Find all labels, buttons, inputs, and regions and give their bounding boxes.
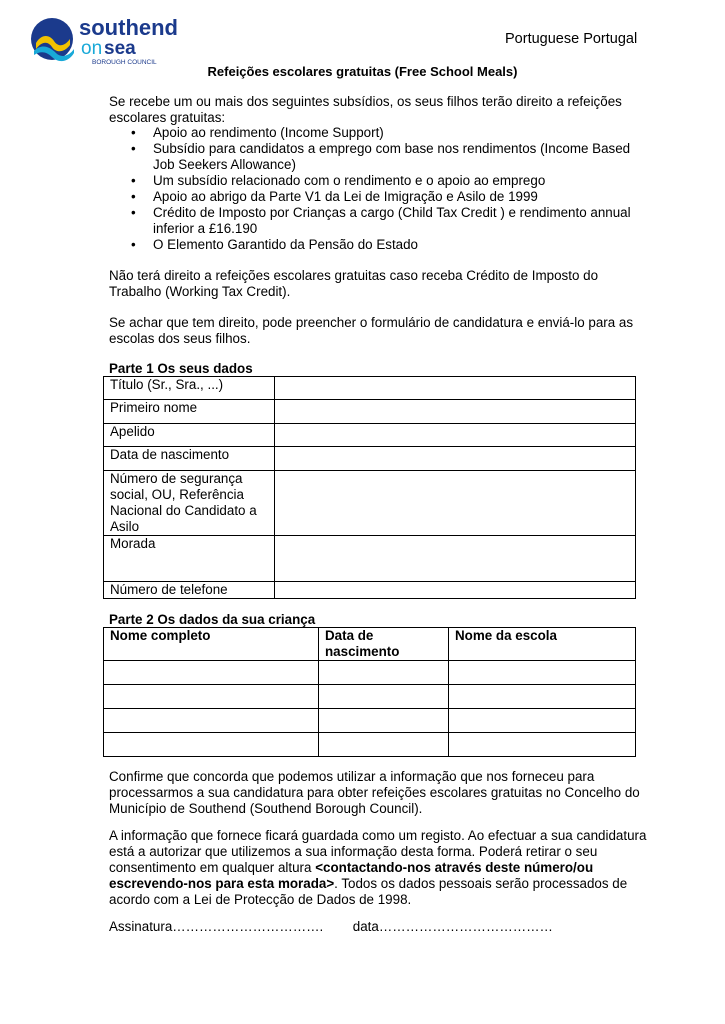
record-text: A informação que fornece ficará guardada como um registo. Ao efectuar a sua candidatura está a autorizar que utilizemos a sua informação desta forma. Poderá retirar o seu consentimento em qualquer altura [109,828,647,875]
signature-field[interactable]: Assinatura……………………………. [109,919,324,934]
benefit-item: • Crédito de Imposto por Crianças a cargo (Child Tax Credit ) e rendimento annual inferior a £16.190 [109,205,649,237]
table-row [104,471,636,536]
benefit-item: • Um subsídio relacionado com o rendimento e o apoio ao emprego [109,173,649,189]
first-name-field[interactable] [275,400,636,424]
logo-text-council: BOROUGH COUNCIL [92,59,157,66]
apply-paragraph: Se achar que tem direito, pode preencher o formulário de candidatura e enviá-lo para as escolas dos seus filhos. [109,315,634,346]
date-of-birth-field[interactable] [275,447,636,471]
benefit-item: • O Elemento Garantido da Pensão do Estado [109,237,649,253]
child-dob-field[interactable] [319,709,449,733]
benefit-item: • Subsídio para candidatos a emprego com base nos rendimentos (Income Based Job Seekers Allowance) [109,141,649,173]
field-label: Morada [104,536,275,582]
field-label: Apelido [104,424,275,447]
child-school-field[interactable] [449,709,636,733]
table-header-row [104,628,636,661]
benefits-list [109,125,649,253]
benefit-item: • Apoio ao rendimento (Income Support) [109,125,649,141]
field-label: Número de telefone [104,582,275,599]
field-label: Número de segurança social, OU, Referência Nacional do Candidato a Asilo [104,471,275,536]
personal-details-table [103,376,636,599]
table-row [104,582,636,599]
field-label: Título (Sr., Sra., ...) [104,377,275,400]
part2-heading: Parte 2 Os dados da sua criança [109,612,316,627]
surname-field[interactable] [275,424,636,447]
child-school-field[interactable] [449,733,636,757]
logo-text-on: on [81,38,103,59]
table-row [104,733,636,757]
southend-logo [28,13,198,69]
part1-heading: Parte 1 Os seus dados [109,361,253,376]
child-name-field[interactable] [104,661,319,685]
title-field[interactable] [275,377,636,400]
table-row [104,424,636,447]
table-row [104,709,636,733]
date-field[interactable]: data………………………………… [352,919,553,934]
child-details-table [103,627,636,757]
child-name-field[interactable] [104,685,319,709]
record-text-end: . Todos os dados pessoais serão processados de acordo com a Lei de Protecção de Dados de 1998. [109,876,628,907]
table-row [104,536,636,582]
record-paragraph [109,828,649,908]
child-school-field[interactable] [449,685,636,709]
consent-paragraph: Confirme que concorda que podemos utilizar a informação que nos forneceu para processarmos a sua candidatura para obter refeições escolares gratuitas no Concelho do Município de Southend (Southend Borough Council). [109,769,640,816]
child-dob-field[interactable] [319,661,449,685]
national-insurance-field[interactable] [275,471,636,536]
address-field[interactable] [275,536,636,582]
table-row [104,400,636,424]
table-row [104,685,636,709]
column-header: Nome da escola [449,628,636,661]
child-dob-field[interactable] [319,685,449,709]
column-header: Nome completo [104,628,319,661]
document-title: Refeições escolares gratuitas (Free School Meals) [207,64,518,79]
language-label: Portuguese Portugal [505,31,638,47]
record-contact-text: <contactando-nos através deste número/ou escrevendo-nos para esta morada> [109,860,594,891]
not-entitled-paragraph: Não terá direito a refeições escolares gratuitas caso receba Crédito de Imposto do Trabalho (Working Tax Credit). [109,268,599,299]
child-school-field[interactable] [449,661,636,685]
column-header: Data de nascimento [319,628,449,661]
intro-paragraph: Se recebe um ou mais dos seguintes subsídios, os seus filhos terão direito a refeições escolares gratuitas: [109,94,622,125]
logo-text-sea: sea [104,38,136,59]
table-row [104,377,636,400]
child-dob-field[interactable] [319,733,449,757]
field-label: Primeiro nome [104,400,275,424]
table-row [104,447,636,471]
table-row [104,661,636,685]
child-name-field[interactable] [104,733,319,757]
phone-number-field[interactable] [275,582,636,599]
logo-text-southend: southend [79,15,178,40]
benefit-item: • Apoio ao abrigo da Parte V1 da Lei de Imigração e Asilo de 1999 [109,189,649,205]
field-label: Data de nascimento [104,447,275,471]
child-name-field[interactable] [104,709,319,733]
signature-line [109,919,553,934]
